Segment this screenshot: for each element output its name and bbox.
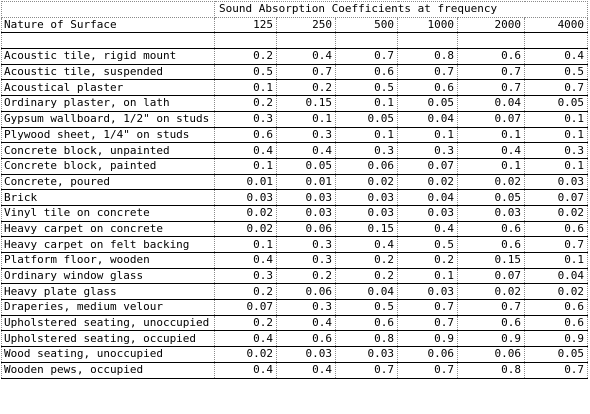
coefficient-cell-500[interactable]: 0.15 xyxy=(336,221,398,237)
surface-cell[interactable]: Ordinary window glass xyxy=(2,268,215,284)
coefficient-cell-1000[interactable]: 0.2 xyxy=(398,253,458,269)
coefficient-cell-2000[interactable]: 0.15 xyxy=(458,253,525,269)
coefficient-cell-250[interactable]: 0.4 xyxy=(277,315,336,331)
surface-cell[interactable]: Brick xyxy=(2,190,215,206)
coefficient-cell-125[interactable]: 0.5 xyxy=(215,64,277,80)
group-header-cell[interactable]: Sound Absorption Coefficients at frequency xyxy=(215,2,588,18)
coefficient-cell-125[interactable]: 0.6 xyxy=(215,127,277,143)
coefficient-cell-2000[interactable]: 0.7 xyxy=(458,80,525,96)
coefficient-cell-250[interactable]: 0.03 xyxy=(277,205,336,221)
coefficient-cell-500[interactable]: 0.7 xyxy=(336,49,398,65)
coefficient-cell-500[interactable]: 0.6 xyxy=(336,315,398,331)
freq-header-4000[interactable]: 4000 xyxy=(525,17,588,33)
spacer-cell[interactable] xyxy=(525,33,588,49)
coefficient-cell-250[interactable]: 0.01 xyxy=(277,174,336,190)
coefficient-cell-4000[interactable]: 0.7 xyxy=(525,80,588,96)
table-row xyxy=(2,127,588,143)
coefficient-cell-4000[interactable]: 0.7 xyxy=(525,362,588,378)
freq-header-1000[interactable]: 1000 xyxy=(398,17,458,33)
coefficient-cell-125[interactable]: 0.02 xyxy=(215,347,277,363)
coefficient-cell-1000[interactable]: 0.7 xyxy=(398,300,458,316)
corner-cell[interactable] xyxy=(2,2,215,18)
coefficient-cell-1000[interactable]: 0.7 xyxy=(398,315,458,331)
surface-cell[interactable]: Vinyl tile on concrete xyxy=(2,205,215,221)
coefficient-cell-4000[interactable]: 0.07 xyxy=(525,190,588,206)
table-row xyxy=(2,268,588,284)
coefficient-cell-1000[interactable]: 0.6 xyxy=(398,80,458,96)
spacer-cell[interactable] xyxy=(2,33,215,49)
coefficient-cell-125[interactable]: 0.2 xyxy=(215,284,277,300)
coefficient-cell-125[interactable]: 0.02 xyxy=(215,221,277,237)
coefficient-cell-125[interactable]: 0.1 xyxy=(215,237,277,253)
freq-header-125[interactable]: 125 xyxy=(215,17,277,33)
coefficient-cell-125[interactable]: 0.3 xyxy=(215,111,277,127)
coefficient-cell-125[interactable]: 0.2 xyxy=(215,96,277,112)
column-header-row xyxy=(2,17,588,33)
coefficient-cell-1000[interactable]: 0.9 xyxy=(398,331,458,347)
table-row xyxy=(2,221,588,237)
spacer-row xyxy=(2,33,588,49)
surface-cell[interactable]: Heavy carpet on concrete xyxy=(2,221,215,237)
coefficient-cell-250[interactable]: 0.15 xyxy=(277,96,336,112)
spacer-cell[interactable] xyxy=(398,33,458,49)
coefficient-cell-4000[interactable]: 0.6 xyxy=(525,315,588,331)
coefficient-cell-1000[interactable]: 0.03 xyxy=(398,205,458,221)
coefficient-cell-4000[interactable]: 0.7 xyxy=(525,237,588,253)
table-row xyxy=(2,315,588,331)
coefficient-cell-500[interactable]: 0.03 xyxy=(336,190,398,206)
freq-header-2000[interactable]: 2000 xyxy=(458,17,525,33)
coefficient-cell-125[interactable]: 0.2 xyxy=(215,49,277,65)
coefficient-cell-1000[interactable]: 0.03 xyxy=(398,284,458,300)
coefficient-cell-125[interactable]: 0.01 xyxy=(215,174,277,190)
surface-cell[interactable]: Wood seating, unoccupied xyxy=(2,347,215,363)
coefficient-cell-125[interactable]: 0.1 xyxy=(215,158,277,174)
coefficient-cell-500[interactable]: 0.2 xyxy=(336,268,398,284)
coefficient-cell-250[interactable]: 0.3 xyxy=(277,127,336,143)
coefficient-cell-1000[interactable]: 0.4 xyxy=(398,221,458,237)
coefficient-cell-1000[interactable]: 0.3 xyxy=(398,143,458,159)
coefficient-cell-500[interactable]: 0.03 xyxy=(336,205,398,221)
coefficient-cell-125[interactable]: 0.4 xyxy=(215,362,277,378)
coefficient-cell-125[interactable]: 0.02 xyxy=(215,205,277,221)
coefficient-cell-250[interactable]: 0.4 xyxy=(277,49,336,65)
coefficient-cell-250[interactable]: 0.06 xyxy=(277,284,336,300)
surface-cell[interactable]: Plywood sheet, 1/4" on studs xyxy=(2,127,215,143)
coefficient-cell-2000[interactable]: 0.02 xyxy=(458,284,525,300)
coefficient-cell-4000[interactable]: 0.1 xyxy=(525,111,588,127)
freq-header-250[interactable]: 250 xyxy=(277,17,336,33)
coefficient-cell-500[interactable]: 0.8 xyxy=(336,331,398,347)
table-row xyxy=(2,190,588,206)
coefficient-cell-125[interactable]: 0.07 xyxy=(215,300,277,316)
surface-cell[interactable]: Draperies, medium velour xyxy=(2,300,215,316)
surface-cell[interactable]: Acoustic tile, suspended xyxy=(2,64,215,80)
table-row xyxy=(2,331,588,347)
coefficient-cell-2000[interactable]: 0.6 xyxy=(458,237,525,253)
coefficient-cell-1000[interactable]: 0.1 xyxy=(398,268,458,284)
coefficient-cell-250[interactable]: 0.03 xyxy=(277,190,336,206)
coefficient-cell-500[interactable]: 0.6 xyxy=(336,64,398,80)
coefficient-cell-1000[interactable]: 0.7 xyxy=(398,64,458,80)
coefficient-cell-500[interactable]: 0.05 xyxy=(336,111,398,127)
coefficient-cell-4000[interactable]: 0.03 xyxy=(525,174,588,190)
coefficient-cell-1000[interactable]: 0.1 xyxy=(398,127,458,143)
coefficient-cell-250[interactable]: 0.3 xyxy=(277,300,336,316)
coefficient-cell-500[interactable]: 0.03 xyxy=(336,347,398,363)
table-row xyxy=(2,253,588,269)
coefficient-cell-1000[interactable]: 0.5 xyxy=(398,237,458,253)
coefficient-cell-500[interactable]: 0.1 xyxy=(336,96,398,112)
coefficient-cell-4000[interactable]: 0.02 xyxy=(525,284,588,300)
coefficient-cell-4000[interactable]: 0.1 xyxy=(525,127,588,143)
table-row xyxy=(2,347,588,363)
surface-cell[interactable]: Heavy carpet on felt backing xyxy=(2,237,215,253)
spacer-cell[interactable] xyxy=(458,33,525,49)
coefficient-cell-250[interactable]: 0.6 xyxy=(277,331,336,347)
table-row xyxy=(2,96,588,112)
table-row xyxy=(2,143,588,159)
table-row xyxy=(2,111,588,127)
coefficient-cell-250[interactable]: 0.3 xyxy=(277,253,336,269)
coefficient-cell-2000[interactable]: 0.6 xyxy=(458,315,525,331)
surface-cell[interactable]: Acoustical plaster xyxy=(2,80,215,96)
table-row xyxy=(2,237,588,253)
surface-cell[interactable]: Ordinary plaster, on lath xyxy=(2,96,215,112)
table-row xyxy=(2,174,588,190)
surface-cell[interactable]: Concrete, poured xyxy=(2,174,215,190)
surface-cell[interactable]: Concrete block, painted xyxy=(2,158,215,174)
coefficient-cell-500[interactable]: 0.02 xyxy=(336,174,398,190)
coefficient-cell-4000[interactable]: 0.1 xyxy=(525,158,588,174)
coefficient-cell-500[interactable]: 0.4 xyxy=(336,237,398,253)
coefficient-cell-250[interactable]: 0.05 xyxy=(277,158,336,174)
absorption-table xyxy=(1,1,588,379)
coefficient-cell-2000[interactable]: 0.7 xyxy=(458,64,525,80)
coefficient-cell-4000[interactable]: 0.05 xyxy=(525,96,588,112)
coefficient-cell-4000[interactable]: 0.6 xyxy=(525,221,588,237)
coefficient-cell-500[interactable]: 0.04 xyxy=(336,284,398,300)
coefficient-cell-1000[interactable]: 0.05 xyxy=(398,96,458,112)
coefficient-cell-4000[interactable]: 0.02 xyxy=(525,205,588,221)
coefficient-cell-125[interactable]: 0.2 xyxy=(215,315,277,331)
coefficient-cell-125[interactable]: 0.1 xyxy=(215,80,277,96)
coefficient-cell-4000[interactable]: 0.9 xyxy=(525,331,588,347)
coefficient-cell-250[interactable]: 0.4 xyxy=(277,362,336,378)
table-row xyxy=(2,205,588,221)
coefficient-cell-2000[interactable]: 0.03 xyxy=(458,205,525,221)
coefficient-cell-2000[interactable]: 0.02 xyxy=(458,174,525,190)
coefficient-cell-250[interactable]: 0.2 xyxy=(277,80,336,96)
coefficient-cell-1000[interactable]: 0.07 xyxy=(398,158,458,174)
coefficient-cell-500[interactable]: 0.3 xyxy=(336,143,398,159)
table-body xyxy=(2,2,588,379)
coefficient-cell-2000[interactable]: 0.4 xyxy=(458,143,525,159)
surface-column-header[interactable]: Nature of Surface xyxy=(2,17,215,33)
coefficient-cell-1000[interactable]: 0.04 xyxy=(398,190,458,206)
table-row xyxy=(2,284,588,300)
coefficient-cell-500[interactable]: 0.1 xyxy=(336,127,398,143)
coefficient-cell-125[interactable]: 0.4 xyxy=(215,331,277,347)
table-row xyxy=(2,158,588,174)
coefficient-cell-4000[interactable]: 0.4 xyxy=(525,49,588,65)
coefficient-cell-1000[interactable]: 0.8 xyxy=(398,49,458,65)
coefficient-cell-4000[interactable]: 0.04 xyxy=(525,268,588,284)
coefficient-cell-500[interactable]: 0.5 xyxy=(336,300,398,316)
coefficient-cell-250[interactable]: 0.2 xyxy=(277,268,336,284)
group-header-row xyxy=(2,2,588,18)
spacer-cell[interactable] xyxy=(336,33,398,49)
table-row xyxy=(2,362,588,378)
coefficient-cell-2000[interactable]: 0.8 xyxy=(458,362,525,378)
surface-cell[interactable]: Concrete block, unpainted xyxy=(2,143,215,159)
coefficient-cell-4000[interactable]: 0.05 xyxy=(525,347,588,363)
coefficient-cell-2000[interactable]: 0.07 xyxy=(458,111,525,127)
coefficient-cell-250[interactable]: 0.03 xyxy=(277,347,336,363)
surface-cell[interactable]: Upholstered seating, occupied xyxy=(2,331,215,347)
table-row xyxy=(2,64,588,80)
coefficient-cell-1000[interactable]: 0.04 xyxy=(398,111,458,127)
coefficient-cell-4000[interactable]: 0.1 xyxy=(525,253,588,269)
coefficient-cell-2000[interactable]: 0.06 xyxy=(458,347,525,363)
coefficient-cell-250[interactable]: 0.4 xyxy=(277,143,336,159)
coefficient-cell-2000[interactable]: 0.07 xyxy=(458,268,525,284)
surface-cell[interactable]: Gypsum wallboard, 1/2" on studs xyxy=(2,111,215,127)
surface-cell[interactable]: Acoustic tile, rigid mount xyxy=(2,49,215,65)
coefficient-cell-2000[interactable]: 0.05 xyxy=(458,190,525,206)
table-row xyxy=(2,300,588,316)
coefficient-cell-2000[interactable]: 0.6 xyxy=(458,221,525,237)
surface-cell[interactable]: Heavy plate glass xyxy=(2,284,215,300)
surface-cell[interactable]: Wooden pews, occupied xyxy=(2,362,215,378)
coefficient-cell-2000[interactable]: 0.1 xyxy=(458,158,525,174)
coefficient-cell-500[interactable]: 0.2 xyxy=(336,253,398,269)
coefficient-cell-1000[interactable]: 0.7 xyxy=(398,362,458,378)
coefficient-cell-2000[interactable]: 0.1 xyxy=(458,127,525,143)
coefficient-cell-500[interactable]: 0.7 xyxy=(336,362,398,378)
coefficient-cell-500[interactable]: 0.5 xyxy=(336,80,398,96)
table-row xyxy=(2,80,588,96)
table-row xyxy=(2,49,588,65)
coefficient-cell-4000[interactable]: 0.6 xyxy=(525,300,588,316)
surface-cell[interactable]: Upholstered seating, unoccupied xyxy=(2,315,215,331)
coefficient-cell-1000[interactable]: 0.06 xyxy=(398,347,458,363)
coefficient-cell-2000[interactable]: 0.7 xyxy=(458,300,525,316)
coefficient-cell-250[interactable]: 0.7 xyxy=(277,64,336,80)
coefficient-cell-250[interactable]: 0.3 xyxy=(277,237,336,253)
freq-header-500[interactable]: 500 xyxy=(336,17,398,33)
absorption-spreadsheet xyxy=(1,1,589,412)
coefficient-cell-125[interactable]: 0.4 xyxy=(215,143,277,159)
coefficient-cell-2000[interactable]: 0.9 xyxy=(458,331,525,347)
coefficient-cell-4000[interactable]: 0.5 xyxy=(525,64,588,80)
coefficient-cell-500[interactable]: 0.06 xyxy=(336,158,398,174)
surface-cell[interactable]: Platform floor, wooden xyxy=(2,253,215,269)
coefficient-cell-2000[interactable]: 0.6 xyxy=(458,49,525,65)
coefficient-cell-4000[interactable]: 0.3 xyxy=(525,143,588,159)
coefficient-cell-1000[interactable]: 0.02 xyxy=(398,174,458,190)
coefficient-cell-125[interactable]: 0.3 xyxy=(215,268,277,284)
coefficient-cell-2000[interactable]: 0.04 xyxy=(458,96,525,112)
coefficient-cell-125[interactable]: 0.4 xyxy=(215,253,277,269)
spacer-cell[interactable] xyxy=(277,33,336,49)
coefficient-cell-250[interactable]: 0.06 xyxy=(277,221,336,237)
coefficient-cell-125[interactable]: 0.03 xyxy=(215,190,277,206)
spacer-cell[interactable] xyxy=(215,33,277,49)
coefficient-cell-250[interactable]: 0.1 xyxy=(277,111,336,127)
